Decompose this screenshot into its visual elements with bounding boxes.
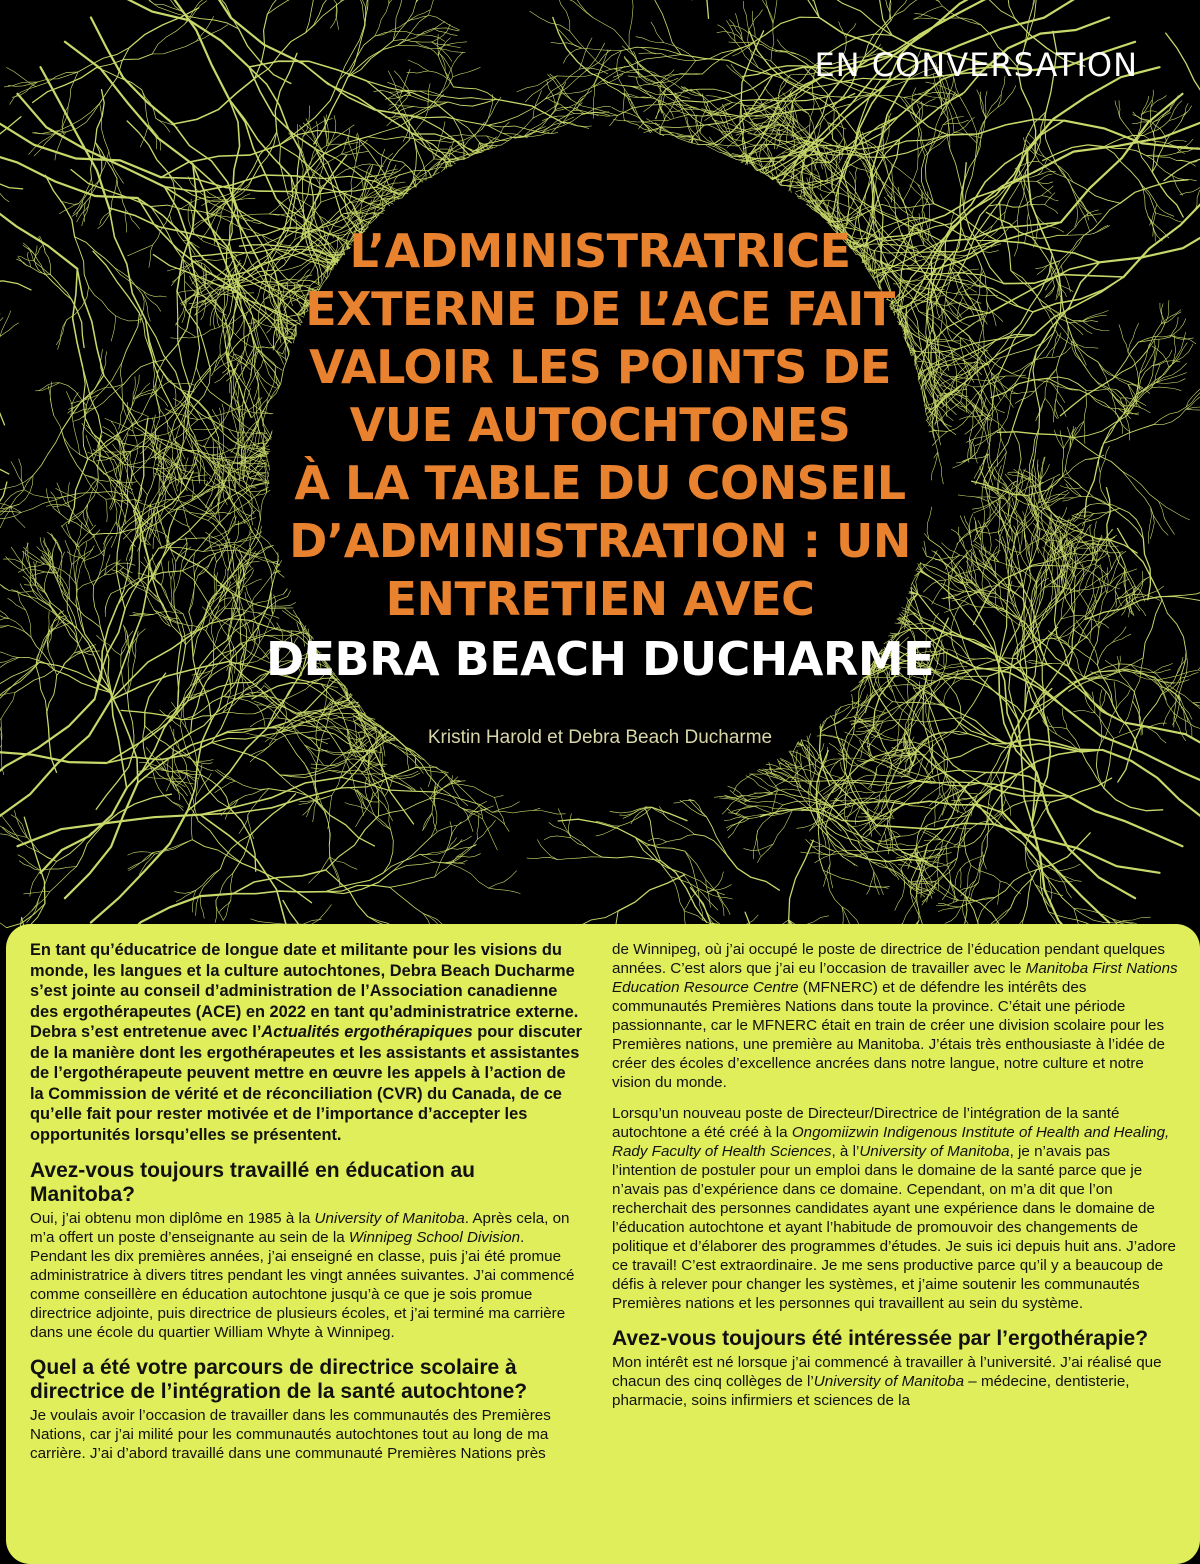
title-line: À LA TABLE DU CONSEIL [294,456,906,510]
question-heading: Avez-vous toujours travaillé en éducation au Manitoba? [30,1159,475,1206]
intro-publication-name: Actualités ergothérapiques [261,1023,473,1041]
title-line: VALOIR LES POINTS DE [309,340,891,394]
section-tag: EN CONVERSATION [814,46,1138,84]
answer-paragraph: Je voulais avoir l’occasion de travailler dans les communautés des Premières Nations, car j’ai milité pour les communautés autochtones tout au long de ma carrière. J’ai d’abord travaillé dans une communauté Premières Nations près [30,1407,551,1462]
answer-paragraph: Mon intérêt est né lorsque j’ai commencé à travailler à l’université. J’ai réalisé que chacun des cinq collèges de l’University of Manitoba – médecine, dentisterie, pharmacie, soins infirmiers et sciences de la [612,1354,1162,1409]
answer-paragraph: de Winnipeg, où j’ai occupé le poste de directrice de l’éducation pendant quelques années. C’est alors que j’ai eu l’occasion de travailler avec le Manitoba First Nations Education Resource Centre (MFNERC) et de défendre les intérêts des communautés Premières Nations dans toute la province. C’était une période passionnante, car le MFNERC était en train de créer une division scolaire pour les Premières nations, une première au Manitoba. J’étais très enthousiaste à l’idée de créer des écoles d’excellence ancrées dans notre langue, notre culture et notre vision du monde. [612,941,1178,1091]
intro-paragraph [30,940,582,1145]
intro-text: En tant qu’éducatrice de longue date et militante pour les visions du monde, les langues et la culture autochtones, Debra Beach Ducharme s’est jointe au conseil d’administration de l’Association canadienne des ergothérapeutes (ACE) en 2022 en tant qu’administratrice externe. Debra s’est entretenue avec l’ [30,941,579,1041]
title-line: ENTRETIEN AVEC [385,572,815,626]
question-heading: Quel a été votre parcours de directrice scolaire à directrice de l’intégration de la santé autochtone? [30,1356,528,1403]
intro-text: pour discuter de la manière dont les ergothérapeutes et les assistants et assistantes de l’ergothérapeute peuvent mettre en œuvre les appels à l’action de la Commission de vérité et de réconciliation (CVR) du Canada, de ce qu’elle fait pour rester motivée et de l’importance d’accepter les opportunités lorsqu’elles se présentent. [30,1023,583,1144]
answer-paragraph: Oui, j’ai obtenu mon diplôme en 1985 à la University of Manitoba. Après cela, on m’a offert un poste d’enseignante au sein de la Winnipeg School Division. Pendant les dix premières années, j’ai enseigné en classe, puis j’ai été promue administratrice à divers titres pendant les vingt années suivantes. J’ai commencé comme conseillère en éducation autochtone jusqu’à ce que je sois promue directrice adjointe, puis directrice de plusieurs écoles, et j’ai terminé ma carrière dans une école du quartier William Whyte à Winnipeg. [30,1210,575,1341]
title-line: EXTERNE DE L’ACE FAIT [305,282,895,336]
byline: Kristin Harold et Debra Beach Ducharme [427,727,773,748]
title-line: L’ADMINISTRATRICE [349,224,851,278]
interviewee-name: DEBRA BEACH DUCHARME [265,632,935,686]
answer-paragraph: Lorsqu’un nouveau poste de Directeur/Directrice de l’intégration de la santé autochtone a été créé à la Ongomiizwin Indigenous Institute of Health and Healing, Rady Faculty of Health Sciences, à l’University of Manitoba, je n’avais pas l’intention de postuler pour un emploi dans le domaine de la santé parce que je n’avais pas d’expérience dans ce domaine. Cependant, on m’a dit que l’on recherchait des personnes candidates ayant une expérience dans le domaine de l’éducation autochtone et ayant l’habitude de promouvoir des changements de politique et d’élaborer des programmes d’études. Je suis ici depuis huit ans. J’adore ce travail! C’est extraordinaire. Je me sens productive parce qu’il y a beaucoup de défis à relever pour changer les systèmes, et j’aime soutenir les communautés Premières nations et les personnes qui travaillent au sein du système. [612,1105,1176,1312]
title-line: VUE AUTOCHTONES [349,398,851,452]
article-column-left [30,940,582,1463]
article-title [150,222,1050,688]
title-line: D’ADMINISTRATION : UN [289,514,911,568]
article-column-right [612,940,1178,1410]
question-heading: Avez-vous toujours été intéressée par l’ergothérapie? [612,1327,1149,1350]
